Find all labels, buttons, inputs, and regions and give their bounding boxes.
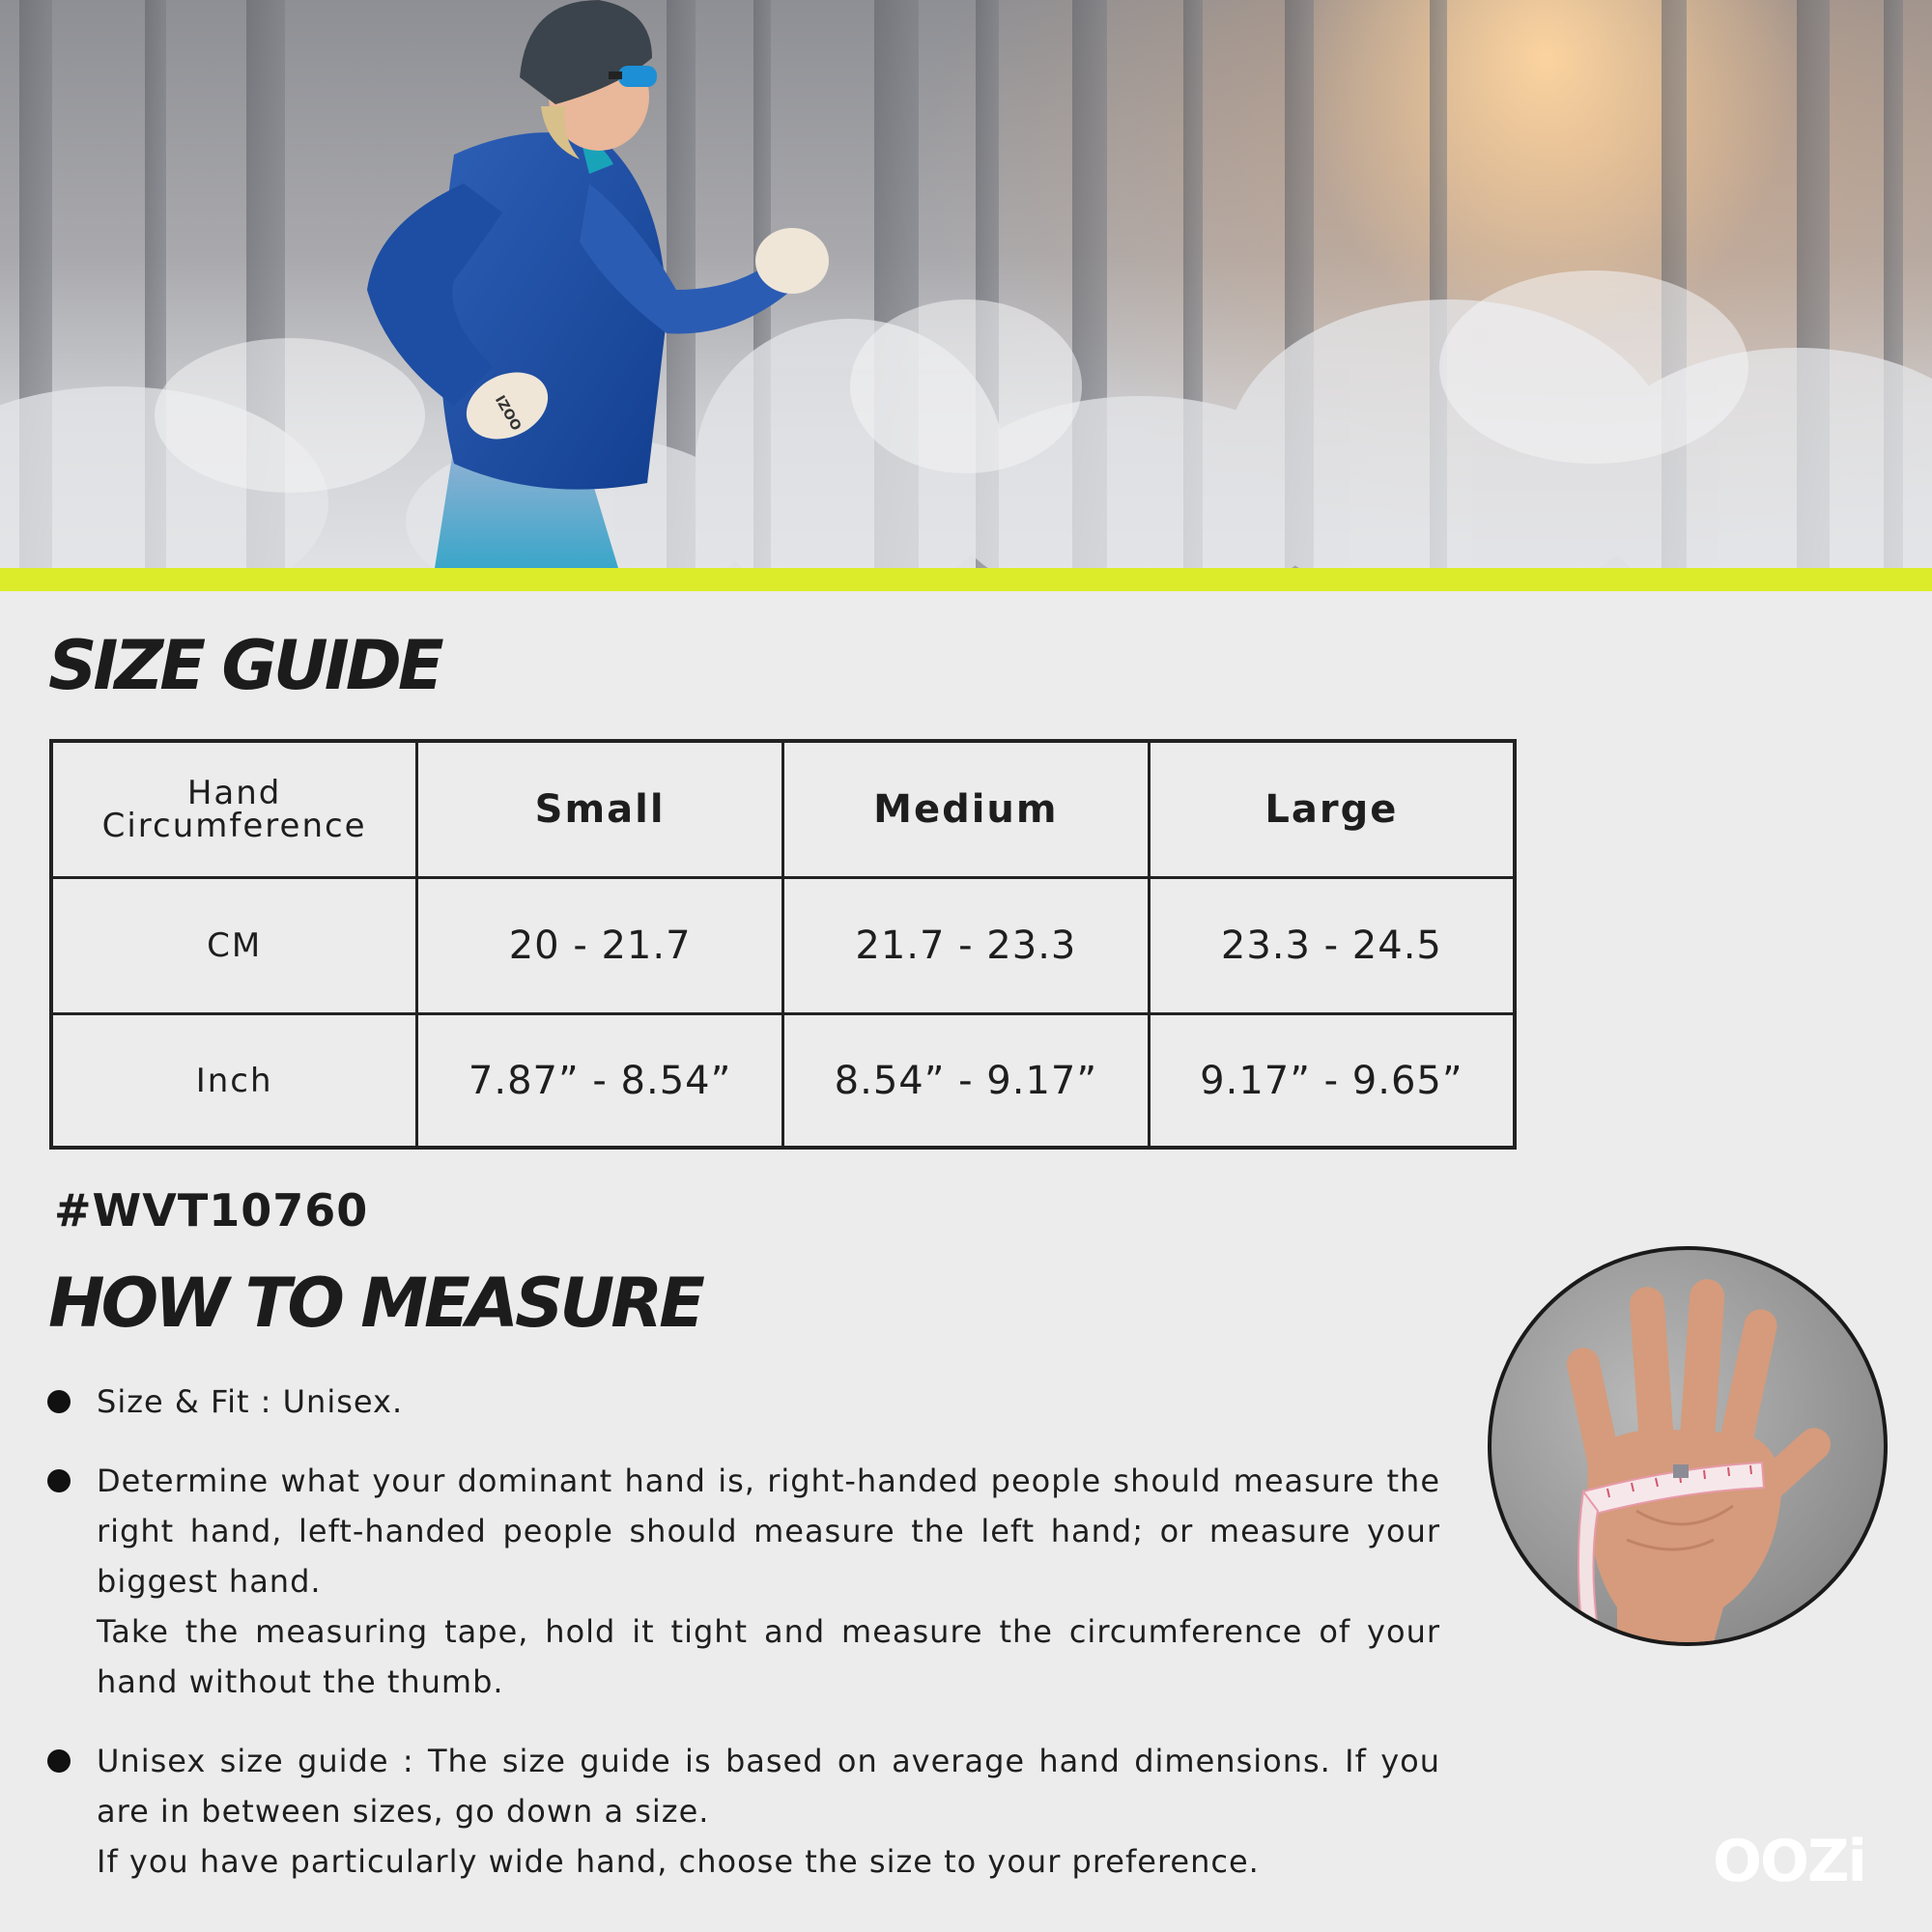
bullet-icon [47, 1390, 71, 1413]
header-size-medium: Medium [783, 741, 1150, 878]
list-item [44, 1456, 1440, 1707]
table-header-row [51, 741, 1515, 878]
table-row-cm [51, 878, 1515, 1014]
tip-text: Take the measuring tape, hold it tight and measure the circumference of your hand without the thumb. [97, 1613, 1440, 1700]
header-hand-circumference: Hand Circumference [51, 741, 417, 878]
hero-scene [0, 0, 1932, 568]
unit-inch: Inch [51, 1014, 417, 1149]
bullet-icon [47, 1469, 71, 1492]
product-code: #WVT10760 [54, 1184, 369, 1236]
measure-tips-list [44, 1377, 1440, 1916]
unit-cm: CM [51, 878, 417, 1014]
inch-small: 7.87” - 8.54” [417, 1014, 783, 1149]
cm-small: 20 - 21.7 [417, 878, 783, 1014]
cm-medium: 21.7 - 23.3 [783, 878, 1150, 1014]
list-item [44, 1377, 1440, 1427]
size-guide-title: SIZE GUIDE [48, 626, 440, 705]
tip-text: Unisex size guide : The size guide is based on average hand dimensions. If you are in between sizes, go down a size. [97, 1743, 1440, 1830]
hand-icon [1492, 1250, 1884, 1642]
brand-logo-text: OOZi [1712, 1828, 1866, 1893]
inch-medium: 8.54” - 9.17” [783, 1014, 1150, 1149]
accent-stripe [0, 568, 1932, 591]
glove-brand-text: IZOO [491, 392, 525, 434]
inch-large: 9.17” - 9.65” [1149, 1014, 1515, 1149]
list-item [44, 1736, 1440, 1887]
size-table [49, 739, 1517, 1150]
bullet-icon [47, 1749, 71, 1773]
header-size-small: Small [417, 741, 783, 878]
table-row-inch [51, 1014, 1515, 1149]
tip-text: If you have particularly wide hand, choose the size to your preference. [97, 1843, 1260, 1880]
hand-measure-photo [1488, 1246, 1888, 1646]
cm-large: 23.3 - 24.5 [1149, 878, 1515, 1014]
tip-text: Size & Fit : Unisex. [97, 1383, 404, 1420]
hero-photo [0, 0, 1932, 568]
tip-text: Determine what your dominant hand is, right-handed people should measure the right hand, left-handed people should measure the left hand; or measure your biggest hand. [97, 1463, 1440, 1600]
how-to-measure-title: HOW TO MEASURE [48, 1264, 701, 1343]
brand-logo [1692, 1826, 1886, 1893]
header-size-large: Large [1149, 741, 1515, 878]
